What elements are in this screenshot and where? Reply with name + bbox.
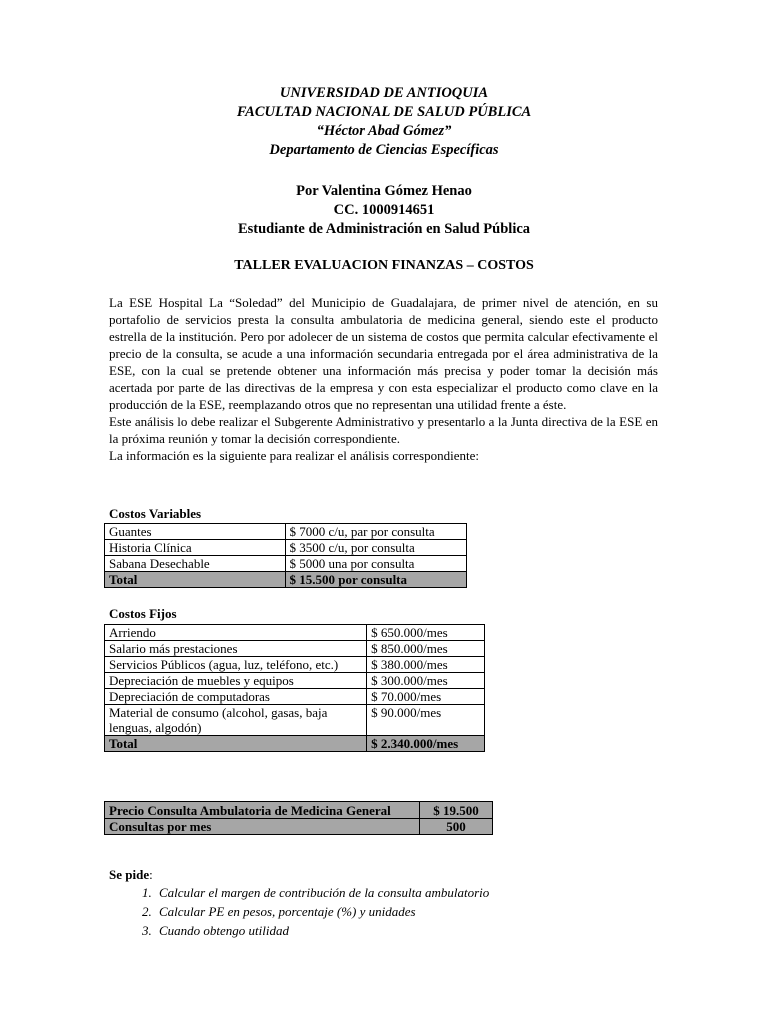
university-name: UNIVERSIDAD DE ANTIOQUIA xyxy=(279,85,489,101)
fixed-costs-table xyxy=(104,624,485,752)
paragraph: La información es la siguiente para realizar el análisis correspondiente: xyxy=(109,448,479,463)
cost-value: $ 5000 una por consulta xyxy=(285,556,466,572)
list-item: 1. Calcular el margen de contribución de la consulta ambulatorio xyxy=(155,883,489,902)
table-row xyxy=(105,802,493,819)
table-row xyxy=(105,673,485,689)
cost-item: Historia Clínica xyxy=(105,540,286,556)
price-table xyxy=(104,801,493,835)
author-block xyxy=(0,182,768,239)
institution-header xyxy=(0,84,768,160)
table-row xyxy=(105,657,485,673)
document-title: TALLER EVALUACION FINANZAS – COSTOS xyxy=(234,258,534,273)
consults-value: 500 xyxy=(420,819,493,835)
author-id: CC. 1000914651 xyxy=(333,202,435,218)
total-value: $ 2.340.000/mes xyxy=(367,736,485,752)
list-item: 3. Cuando obtengo utilidad xyxy=(155,921,489,940)
cost-value: $ 70.000/mes xyxy=(367,689,485,705)
cost-item: Salario más prestaciones xyxy=(105,641,367,657)
colon: : xyxy=(149,867,153,882)
cost-value: $ 90.000/mes xyxy=(367,705,485,736)
department-name: Departamento de Ciencias Específicas xyxy=(269,142,499,158)
faculty-name: FACULTAD NACIONAL DE SALUD PÚBLICA xyxy=(236,104,532,120)
total-row xyxy=(105,736,485,752)
paragraph: La ESE Hospital La “Soledad” del Municipio de Guadalajara, de primer nivel de atención, en su portafolio de servicios presta la consulta ambulatoria de medicina general, siendo este el producto estrella de la institución. Pero por adolecer de un sistema de costos que permita calcular efectivamente el precio de la consulta, se acude a una información secundaria entregada por el área administrativa de la ESE, con la cual se pretende obtener una información más precisa y poder tomar la decisión más acertada por parte de las directivas de la empresa y con esta especializar el producto como clave en la producción de la ESE, reemplazando otros que no representan una utilidad frente a éste. xyxy=(109,295,658,412)
case-description xyxy=(109,294,658,464)
total-row xyxy=(105,572,467,588)
cost-item: Guantes xyxy=(105,524,286,540)
table-row xyxy=(105,641,485,657)
cost-value: $ 7000 c/u, par por consulta xyxy=(285,524,466,540)
cost-value: $ 380.000/mes xyxy=(367,657,485,673)
fixed-costs-label: Costos Fijos xyxy=(109,606,177,621)
paragraph: Este análisis lo debe realizar el Subgerente Administrativo y presentarlo a la Junta directiva de la ESE en la próxima reunión y tomar la decisión correspondiente. xyxy=(109,414,658,446)
cost-value: $ 300.000/mes xyxy=(367,673,485,689)
cost-item: Material de consumo (alcohol, gasas, baja lenguas, algodón) xyxy=(105,705,367,736)
list-item: 2. Calcular PE en pesos, porcentaje (%) y unidades xyxy=(155,902,489,921)
cost-item: Depreciación de muebles y equipos xyxy=(105,673,367,689)
table-row xyxy=(105,689,485,705)
cost-item: Servicios Públicos (agua, luz, teléfono, etc.) xyxy=(105,657,367,673)
total-label: Total xyxy=(105,736,367,752)
table-row xyxy=(105,705,485,736)
price-value: $ 19.500 xyxy=(420,802,493,819)
author-role: Estudiante de Administración en Salud Pública xyxy=(237,221,531,237)
total-label: Total xyxy=(105,572,286,588)
cost-item: Depreciación de computadoras xyxy=(105,689,367,705)
author-name: Por Valentina Gómez Henao xyxy=(296,183,472,199)
cost-item: Arriendo xyxy=(105,625,367,641)
requirements-list xyxy=(109,883,489,940)
faculty-honoree: “Héctor Abad Gómez” xyxy=(316,123,452,139)
cost-value: $ 3500 c/u, por consulta xyxy=(285,540,466,556)
total-value: $ 15.500 por consulta xyxy=(285,572,466,588)
variable-costs-table xyxy=(104,523,467,588)
table-row xyxy=(105,819,493,835)
table-row xyxy=(105,625,485,641)
table-row xyxy=(105,540,467,556)
consults-label: Consultas por mes xyxy=(105,819,420,835)
requirements-label: Se pide xyxy=(109,867,150,882)
requirements xyxy=(109,867,489,940)
variable-costs-label: Costos Variables xyxy=(109,506,202,521)
cost-value: $ 650.000/mes xyxy=(367,625,485,641)
cost-value: $ 850.000/mes xyxy=(367,641,485,657)
price-label: Precio Consulta Ambulatoria de Medicina General xyxy=(105,802,420,819)
cost-item: Sabana Desechable xyxy=(105,556,286,572)
table-row xyxy=(105,556,467,572)
table-row xyxy=(105,524,467,540)
